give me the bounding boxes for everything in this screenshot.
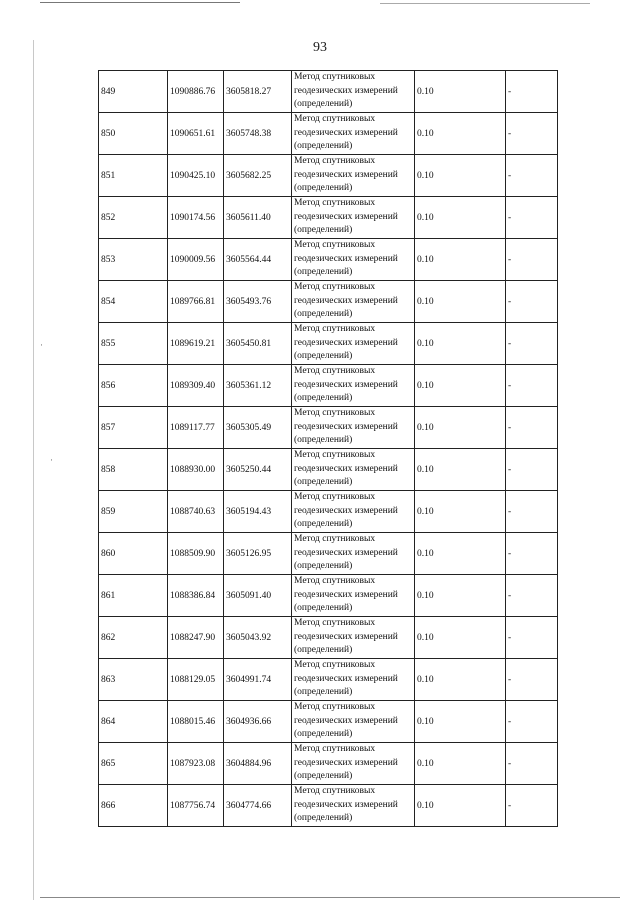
y-coordinate-cell: 3605361.12	[224, 365, 292, 407]
point-number-cell: 853	[99, 239, 168, 281]
scan-edge-bottom	[40, 897, 620, 898]
description-cell: -	[506, 491, 558, 533]
y-coordinate-cell: 3605564.44	[224, 239, 292, 281]
method-line: геодезических измерений	[294, 127, 398, 138]
x-coordinate-cell: 1088386.84	[168, 575, 224, 617]
method-cell	[292, 491, 415, 533]
coordinates-table-body	[99, 71, 558, 827]
accuracy-cell: 0.10	[415, 71, 506, 113]
point-number-cell: 859	[99, 491, 168, 533]
point-number-cell: 865	[99, 743, 168, 785]
method-cell	[292, 407, 415, 449]
x-coordinate-cell: 1088740.63	[168, 491, 224, 533]
x-coordinate-cell: 1088015.46	[168, 701, 224, 743]
table-row	[99, 113, 558, 155]
accuracy-cell: 0.10	[415, 785, 506, 827]
point-number-cell: 855	[99, 323, 168, 365]
method-line: (определений)	[294, 225, 353, 236]
table-row	[99, 239, 558, 281]
table-row	[99, 533, 558, 575]
description-cell: -	[506, 113, 558, 155]
scan-edge-top	[40, 2, 240, 3]
table-row	[99, 323, 558, 365]
method-cell	[292, 71, 415, 113]
method-line: Метод спутниковых	[294, 576, 376, 587]
method-cell	[292, 449, 415, 491]
point-number-cell: 863	[99, 659, 168, 701]
method-line: Метод спутниковых	[294, 534, 376, 545]
table-row	[99, 449, 558, 491]
method-line: геодезических измерений	[294, 253, 398, 264]
x-coordinate-cell: 1089309.40	[168, 365, 224, 407]
table-row	[99, 155, 558, 197]
accuracy-cell: 0.10	[415, 743, 506, 785]
method-line: (определений)	[294, 351, 353, 362]
y-coordinate-cell: 3604936.66	[224, 701, 292, 743]
description-cell: -	[506, 659, 558, 701]
description-cell: -	[506, 155, 558, 197]
x-coordinate-cell: 1090651.61	[168, 113, 224, 155]
method-line: (определений)	[294, 645, 353, 656]
method-line: Метод спутниковых	[294, 702, 376, 713]
method-line: (определений)	[294, 267, 353, 278]
x-coordinate-cell: 1090886.76	[168, 71, 224, 113]
method-line: Метод спутниковых	[294, 366, 376, 377]
method-line: Метод спутниковых	[294, 324, 376, 335]
point-number-cell: 849	[99, 71, 168, 113]
method-line: (определений)	[294, 771, 353, 782]
method-line: геодезических измерений	[294, 379, 398, 390]
description-cell: -	[506, 575, 558, 617]
method-line: геодезических измерений	[294, 421, 398, 432]
y-coordinate-cell: 3605682.25	[224, 155, 292, 197]
method-cell	[292, 281, 415, 323]
method-line: геодезических измерений	[294, 547, 398, 558]
method-cell	[292, 113, 415, 155]
method-cell	[292, 155, 415, 197]
point-number-cell: 852	[99, 197, 168, 239]
table-row	[99, 701, 558, 743]
method-cell	[292, 743, 415, 785]
method-cell	[292, 365, 415, 407]
method-line: (определений)	[294, 519, 353, 530]
table-row	[99, 575, 558, 617]
accuracy-cell: 0.10	[415, 155, 506, 197]
method-line: геодезических измерений	[294, 673, 398, 684]
x-coordinate-cell: 1088509.90	[168, 533, 224, 575]
description-cell: -	[506, 281, 558, 323]
x-coordinate-cell: 1087756.74	[168, 785, 224, 827]
method-cell	[292, 785, 415, 827]
point-number-cell: 858	[99, 449, 168, 491]
method-line: геодезических измерений	[294, 169, 398, 180]
method-line: Метод спутниковых	[294, 114, 376, 125]
method-line: Метод спутниковых	[294, 492, 376, 503]
x-coordinate-cell: 1087923.08	[168, 743, 224, 785]
y-coordinate-cell: 3604774.66	[224, 785, 292, 827]
method-line: геодезических измерений	[294, 295, 398, 306]
coordinates-table	[98, 70, 558, 827]
x-coordinate-cell: 1088930.00	[168, 449, 224, 491]
x-coordinate-cell: 1090174.56	[168, 197, 224, 239]
x-coordinate-cell: 1089766.81	[168, 281, 224, 323]
x-coordinate-cell: 1088129.05	[168, 659, 224, 701]
accuracy-cell: 0.10	[415, 449, 506, 491]
method-line: (определений)	[294, 141, 353, 152]
method-line: Метод спутниковых	[294, 450, 376, 461]
scan-speck: ·	[40, 340, 43, 350]
description-cell: -	[506, 743, 558, 785]
method-line: Метод спутниковых	[294, 240, 376, 251]
method-line: Метод спутниковых	[294, 744, 376, 755]
accuracy-cell: 0.10	[415, 491, 506, 533]
method-cell	[292, 239, 415, 281]
point-number-cell: 864	[99, 701, 168, 743]
x-coordinate-cell: 1090009.56	[168, 239, 224, 281]
method-line: геодезических измерений	[294, 757, 398, 768]
y-coordinate-cell: 3605611.40	[224, 197, 292, 239]
table-row	[99, 407, 558, 449]
description-cell: -	[506, 701, 558, 743]
description-cell: -	[506, 71, 558, 113]
accuracy-cell: 0.10	[415, 365, 506, 407]
point-number-cell: 851	[99, 155, 168, 197]
table-row	[99, 617, 558, 659]
method-line: Метод спутниковых	[294, 72, 376, 83]
method-line: (определений)	[294, 183, 353, 194]
method-line: Метод спутниковых	[294, 198, 376, 209]
y-coordinate-cell: 3605748.38	[224, 113, 292, 155]
table-row	[99, 197, 558, 239]
method-line: (определений)	[294, 477, 353, 488]
accuracy-cell: 0.10	[415, 407, 506, 449]
point-number-cell: 862	[99, 617, 168, 659]
point-number-cell: 856	[99, 365, 168, 407]
table-row	[99, 785, 558, 827]
method-line: геодезических измерений	[294, 463, 398, 474]
y-coordinate-cell: 3605450.81	[224, 323, 292, 365]
method-line: (определений)	[294, 561, 353, 572]
scan-speck: ·	[50, 455, 53, 465]
method-line: Метод спутниковых	[294, 282, 376, 293]
scan-edge-top-right	[380, 3, 590, 4]
method-line: Метод спутниковых	[294, 618, 376, 629]
accuracy-cell: 0.10	[415, 113, 506, 155]
page-number: 93	[313, 40, 327, 55]
table-row	[99, 71, 558, 113]
method-line: (определений)	[294, 813, 353, 824]
description-cell: -	[506, 365, 558, 407]
y-coordinate-cell: 3605091.40	[224, 575, 292, 617]
method-line: (определений)	[294, 729, 353, 740]
method-line: геодезических измерений	[294, 589, 398, 600]
scan-edge-left	[33, 40, 34, 900]
method-line: Метод спутниковых	[294, 786, 376, 797]
accuracy-cell: 0.10	[415, 575, 506, 617]
y-coordinate-cell: 3605305.49	[224, 407, 292, 449]
method-cell	[292, 617, 415, 659]
method-cell	[292, 323, 415, 365]
y-coordinate-cell: 3605043.92	[224, 617, 292, 659]
y-coordinate-cell: 3604884.96	[224, 743, 292, 785]
x-coordinate-cell: 1089117.77	[168, 407, 224, 449]
accuracy-cell: 0.10	[415, 701, 506, 743]
description-cell: -	[506, 197, 558, 239]
method-line: геодезических измерений	[294, 715, 398, 726]
x-coordinate-cell: 1089619.21	[168, 323, 224, 365]
point-number-cell: 861	[99, 575, 168, 617]
accuracy-cell: 0.10	[415, 617, 506, 659]
y-coordinate-cell: 3605194.43	[224, 491, 292, 533]
method-cell	[292, 575, 415, 617]
description-cell: -	[506, 533, 558, 575]
method-cell	[292, 197, 415, 239]
point-number-cell: 857	[99, 407, 168, 449]
x-coordinate-cell: 1088247.90	[168, 617, 224, 659]
table-row	[99, 491, 558, 533]
table-row	[99, 281, 558, 323]
y-coordinate-cell: 3605493.76	[224, 281, 292, 323]
point-number-cell: 866	[99, 785, 168, 827]
point-number-cell: 850	[99, 113, 168, 155]
description-cell: -	[506, 239, 558, 281]
method-line: геодезических измерений	[294, 799, 398, 810]
accuracy-cell: 0.10	[415, 659, 506, 701]
method-line: Метод спутниковых	[294, 660, 376, 671]
description-cell: -	[506, 323, 558, 365]
y-coordinate-cell: 3605818.27	[224, 71, 292, 113]
y-coordinate-cell: 3605250.44	[224, 449, 292, 491]
method-line: геодезических измерений	[294, 85, 398, 96]
method-line: Метод спутниковых	[294, 156, 376, 167]
y-coordinate-cell: 3604991.74	[224, 659, 292, 701]
table-row	[99, 659, 558, 701]
accuracy-cell: 0.10	[415, 281, 506, 323]
method-cell	[292, 533, 415, 575]
method-line: геодезических измерений	[294, 631, 398, 642]
method-line: геодезических измерений	[294, 211, 398, 222]
accuracy-cell: 0.10	[415, 533, 506, 575]
table-row	[99, 365, 558, 407]
point-number-cell: 860	[99, 533, 168, 575]
method-line: (определений)	[294, 99, 353, 110]
method-line: геодезических измерений	[294, 337, 398, 348]
description-cell: -	[506, 617, 558, 659]
table-row	[99, 743, 558, 785]
point-number-cell: 854	[99, 281, 168, 323]
description-cell: -	[506, 785, 558, 827]
method-line: (определений)	[294, 393, 353, 404]
method-line: геодезических измерений	[294, 505, 398, 516]
x-coordinate-cell: 1090425.10	[168, 155, 224, 197]
y-coordinate-cell: 3605126.95	[224, 533, 292, 575]
description-cell: -	[506, 449, 558, 491]
accuracy-cell: 0.10	[415, 239, 506, 281]
method-line: (определений)	[294, 435, 353, 446]
accuracy-cell: 0.10	[415, 197, 506, 239]
method-line: (определений)	[294, 309, 353, 320]
description-cell: -	[506, 407, 558, 449]
method-cell	[292, 701, 415, 743]
method-line: Метод спутниковых	[294, 408, 376, 419]
method-cell	[292, 659, 415, 701]
method-line: (определений)	[294, 687, 353, 698]
accuracy-cell: 0.10	[415, 323, 506, 365]
method-line: (определений)	[294, 603, 353, 614]
